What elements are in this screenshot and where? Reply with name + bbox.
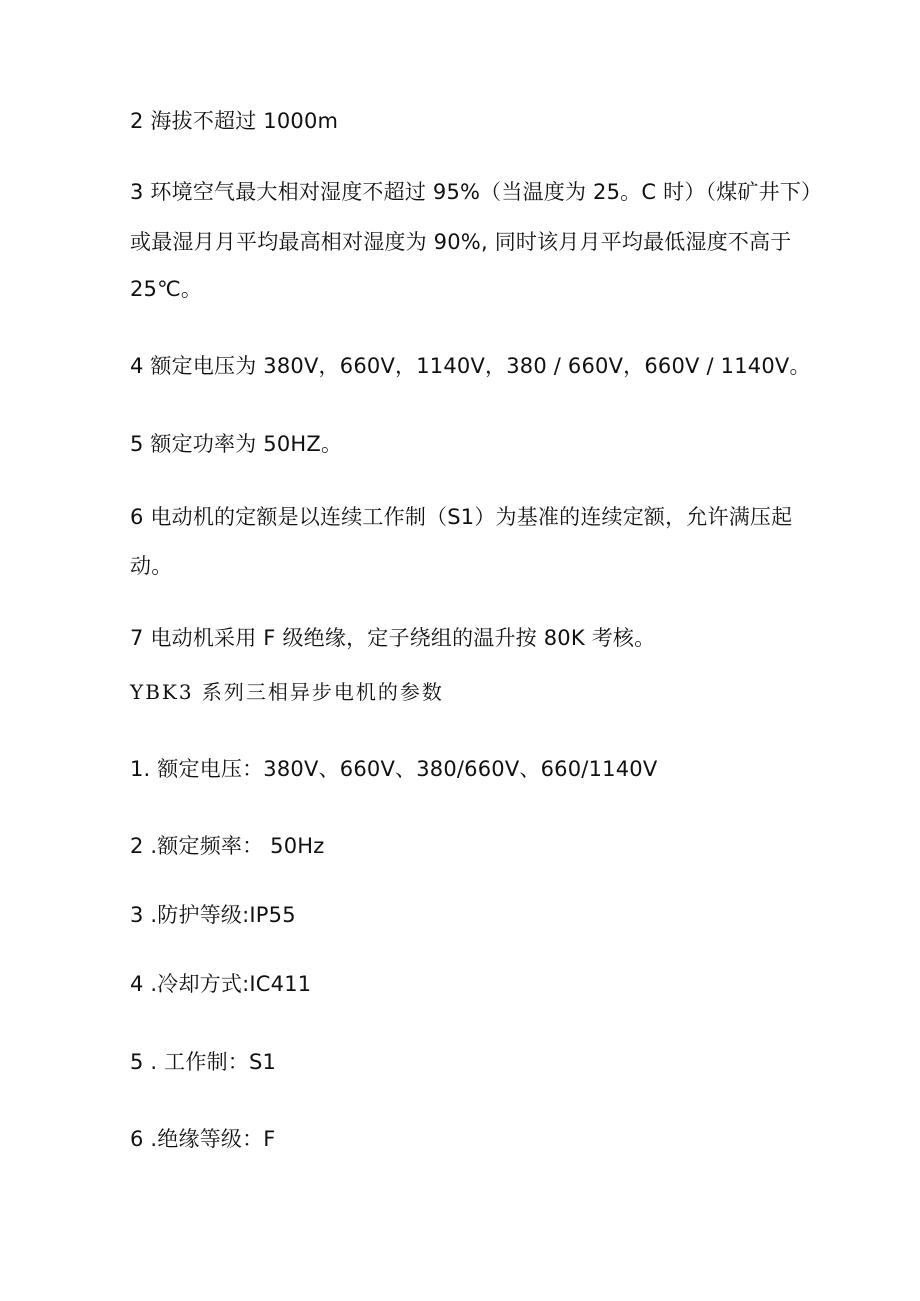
condition-duty-line-2: 动。 <box>130 554 173 578</box>
condition-duty-line-1: 6 电动机的定额是以连续工作制（S1）为基准的连续定额，允许满压起 <box>130 505 793 529</box>
parameter-cooling-method: 4 .冷却方式:IC411 <box>130 972 312 996</box>
parameter-insulation-class: 6 .绝缘等级：F <box>130 1127 276 1151</box>
parameter-duty-type: 5 . 工作制：S1 <box>130 1050 277 1074</box>
parameter-rated-voltage: 1. 额定电压：380V、660V、380/660V、660/1140V <box>130 757 658 781</box>
condition-insulation: 7 电动机采用 F 级绝缘，定子绕组的温升按 80K 考核。 <box>130 626 656 650</box>
condition-rated-voltage: 4 额定电压为 380V，660V，1140V，380 / 660V，660V / 1140V。 <box>130 354 811 378</box>
condition-humidity-line-1: 3 环境空气最大相对湿度不超过 95%（当温度为 25。C 时）（煤矿井下） <box>130 180 823 204</box>
condition-altitude: 2 海拔不超过 1000m <box>130 109 339 133</box>
condition-humidity-line-3: 25℃。 <box>130 277 203 301</box>
parameter-rated-frequency: 2 .额定频率： 50Hz <box>130 834 325 858</box>
parameters-title: YBK3 系列三相异步电机的参数 <box>130 680 444 704</box>
parameter-protection-class: 3 .防护等级:IP55 <box>130 903 296 927</box>
condition-humidity-line-2: 或最湿月月平均最高相对湿度为 90%, 同时该月月平均最低湿度不高于 <box>130 230 792 254</box>
condition-rated-power: 5 额定功率为 50HZ。 <box>130 432 343 456</box>
